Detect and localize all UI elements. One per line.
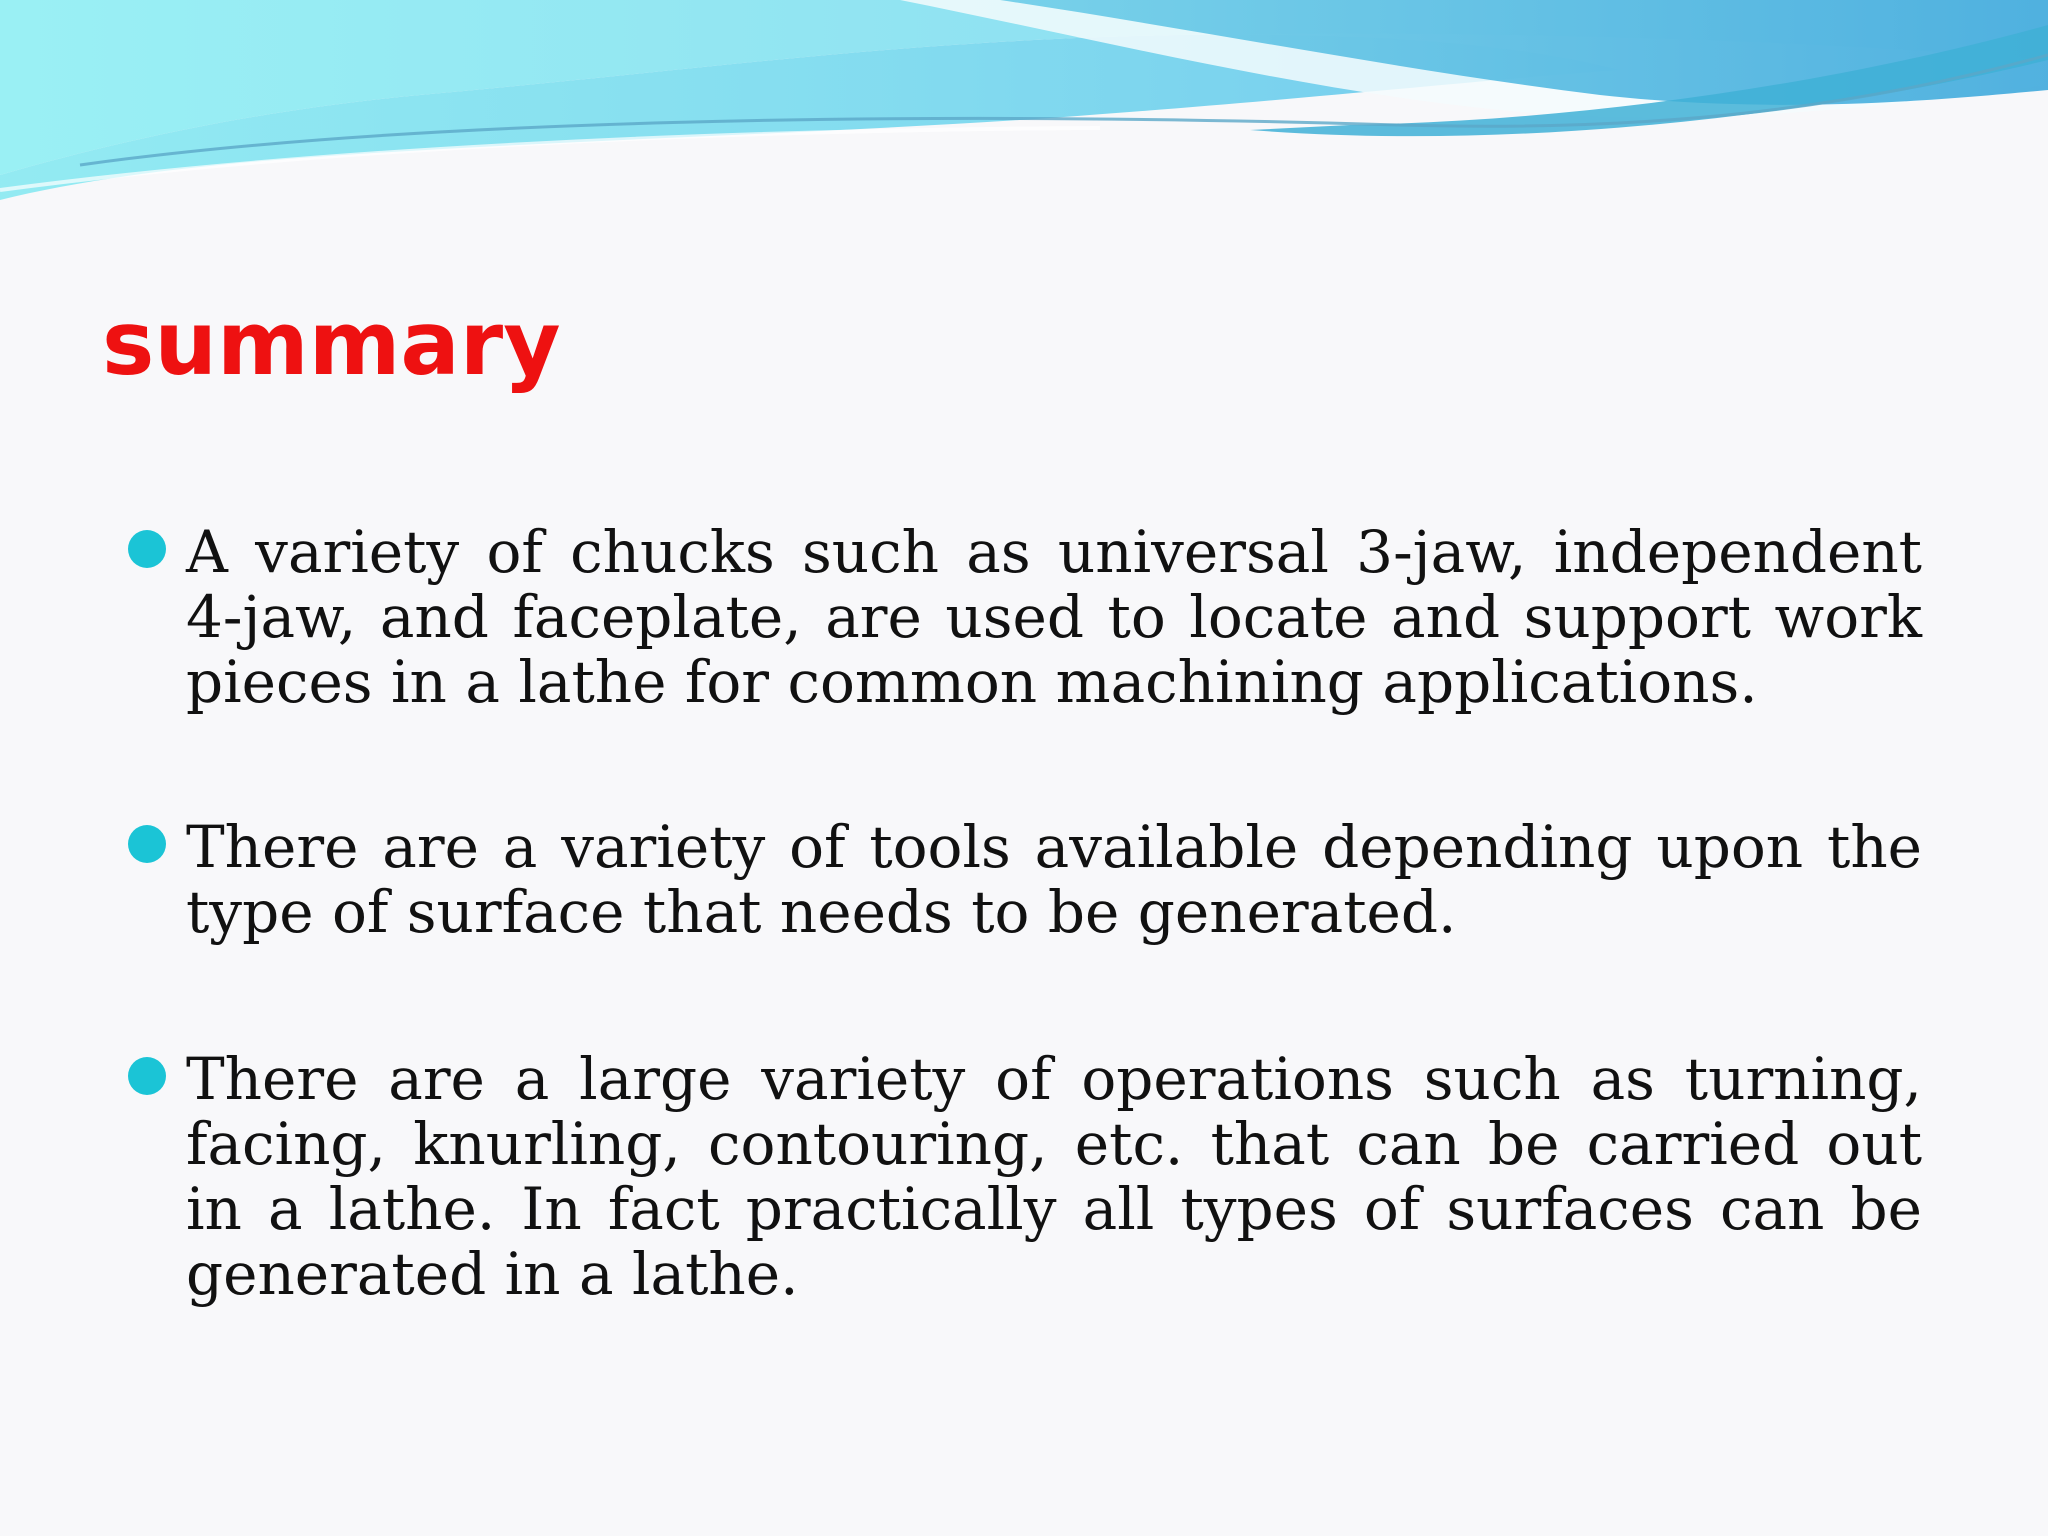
bullet-dot-icon xyxy=(128,1057,166,1095)
bullet-text: There are a large variety of operations such as turning, facing, knurling, contouring, etc. that can be carried out in a lathe. In fact practically all types of surfaces can be generated in a lathe. xyxy=(186,1045,1922,1308)
bullet-dot-icon xyxy=(128,825,166,863)
bullet-text: There are a variety of tools available depending upon the type of surface that needs to be generated. xyxy=(186,813,1922,946)
decorative-wave-header xyxy=(0,0,2048,260)
bullet-text: A variety of chucks such as universal 3-jaw, independent 4-jaw, and faceplate, are used to locate and support work pieces in a lathe for common machining applications. xyxy=(186,518,1922,716)
bullet-dot-icon xyxy=(128,530,166,568)
slide-title: summary xyxy=(102,292,561,395)
